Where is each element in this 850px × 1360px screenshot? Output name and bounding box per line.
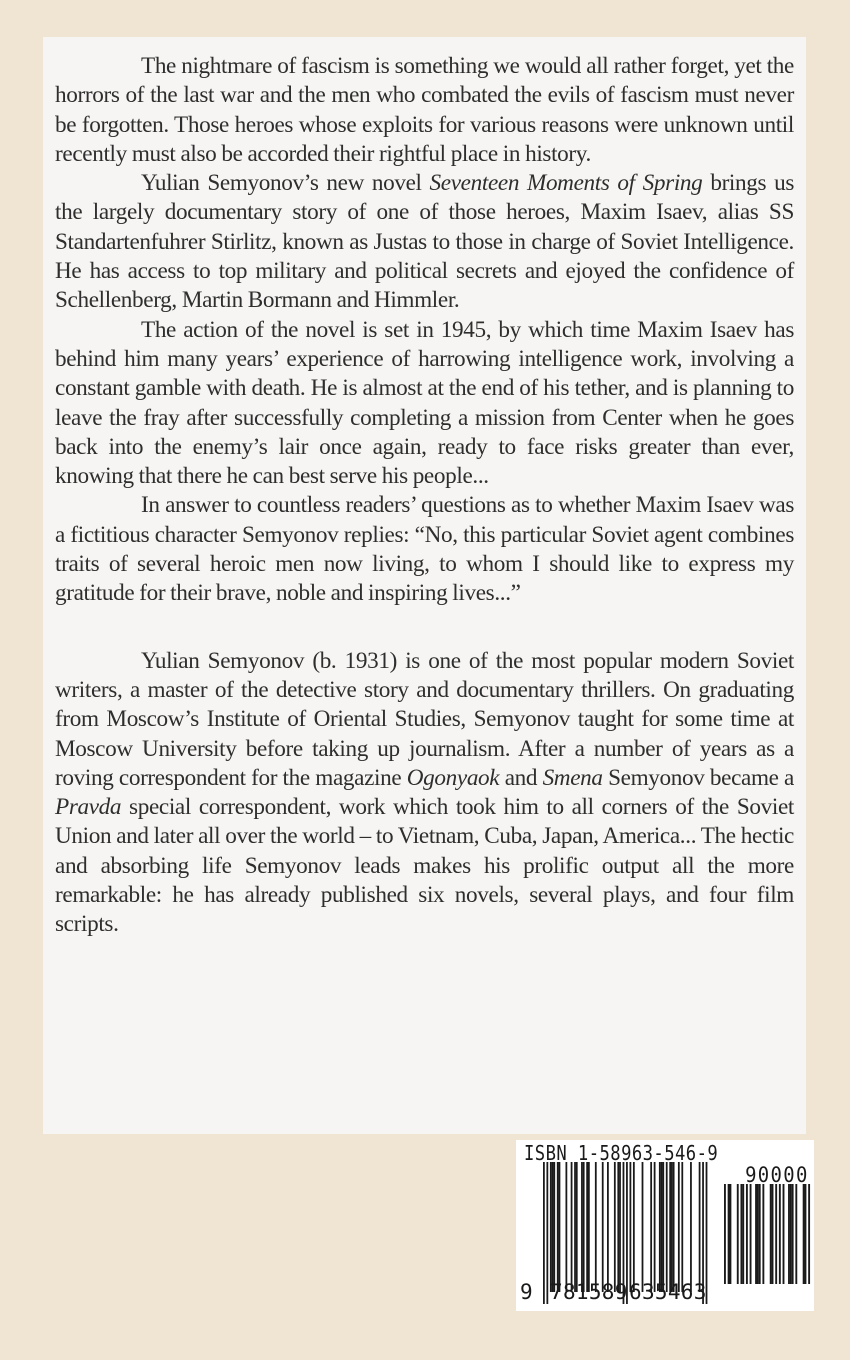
italic-title: Ogonyaok bbox=[406, 764, 500, 791]
barcode-bar bbox=[576, 1162, 578, 1292]
barcode-bar bbox=[633, 1162, 635, 1292]
barcode-bar bbox=[671, 1162, 673, 1292]
barcode-bar bbox=[661, 1162, 663, 1292]
addon-bar bbox=[805, 1184, 807, 1284]
blurb-paragraph bbox=[55, 316, 794, 492]
barcode-bar bbox=[669, 1162, 671, 1292]
barcode-bar bbox=[550, 1162, 552, 1292]
barcode-bar bbox=[571, 1162, 573, 1292]
back-cover-text-panel bbox=[43, 37, 806, 1134]
price-addon-digits: 90000 bbox=[745, 1163, 809, 1187]
addon-bar bbox=[737, 1184, 739, 1284]
addon-bar bbox=[808, 1184, 810, 1284]
barcode-bar bbox=[586, 1162, 588, 1292]
barcode-guard-bar bbox=[546, 1162, 548, 1304]
text-run: In answer to countless readers’ questions as to whether Maxim Isaev was a fictitious character Semyonov replies: “No, this particular Soviet agent combines traits of several heroic men now living, to whom I should like to express my gratitude for their brave, noble and inspiring lives...” bbox=[55, 492, 794, 607]
blurb-paragraph bbox=[55, 169, 794, 315]
barcode-bar bbox=[642, 1162, 644, 1292]
barcode-bar bbox=[557, 1162, 559, 1292]
italic-title: Smena bbox=[542, 764, 603, 791]
italic-title: Pravda bbox=[55, 794, 122, 821]
isbn-barcode bbox=[516, 1140, 814, 1311]
addon-bar bbox=[729, 1184, 731, 1284]
text-run: Yulian Semyonov’s new novel bbox=[141, 170, 430, 197]
blurb-paragraph bbox=[55, 52, 794, 169]
text-run: and bbox=[499, 764, 543, 791]
addon-bar bbox=[779, 1184, 781, 1284]
barcode-bar bbox=[662, 1162, 664, 1292]
addon-bar bbox=[755, 1184, 757, 1284]
barcode-bar bbox=[552, 1162, 554, 1292]
addon-bar bbox=[803, 1184, 805, 1284]
barcode-bar bbox=[690, 1162, 692, 1292]
text-run: The nightmare of fascism is something we would all rather forget, yet the horrors of the last war and the men who combated the evils of fascism must never be forgotten. Those heroes whose exploits for various reasons were unknown until recently must also be accorded their rightful place in history. bbox=[55, 53, 794, 167]
text-run: Semyonov became a bbox=[602, 764, 794, 791]
barcode-bar bbox=[614, 1162, 616, 1292]
barcode-bar bbox=[678, 1162, 680, 1292]
addon-bar bbox=[792, 1184, 794, 1284]
barcode-guard-bar bbox=[543, 1162, 545, 1304]
addon-bar bbox=[790, 1184, 792, 1284]
ean-right-digits: 635463 bbox=[629, 1280, 707, 1304]
addon-bar bbox=[775, 1184, 777, 1284]
addon-bar bbox=[788, 1184, 790, 1284]
barcode-bar bbox=[654, 1162, 656, 1292]
barcode-bar bbox=[659, 1162, 661, 1292]
addon-bar bbox=[724, 1184, 726, 1284]
barcode-bar bbox=[617, 1162, 619, 1292]
barcode-bar bbox=[666, 1162, 668, 1292]
text-run: Yulian Semyonov (b. 1931) is one of the most popular modern Soviet writers, a master of the detective story and documentary thrillers. On graduating from Moscow’s Institute of Oriental Studies, Semyonov taught for some time at Moscow University before taking up journalism. After a number of years as a roving correspondent for the magazine bbox=[55, 647, 794, 791]
addon-bar bbox=[759, 1184, 761, 1284]
barcode-bar bbox=[583, 1162, 585, 1292]
text-run: special correspondent, work which took him to all corners of the Soviet Union and later all over the world – to Vietnam, Cuba, Japan, America... The hectic and absorbing life Semyonov leads makes his prolific output all the more remarkable: he has already published six novels, several plays, and four film scripts. bbox=[55, 794, 794, 938]
addon-bar bbox=[728, 1184, 730, 1284]
addon-bar bbox=[762, 1184, 764, 1284]
barcode-bar bbox=[619, 1162, 621, 1292]
text-run: brings us the largely documentary story of one of those heroes, Maxim Isaev, alias SS Standartenfuhrer Stirlitz, known as Justas to those in charge of Soviet Intelligence. He has access to top military and political secrets and ejoyed the confidence of Schellenberg, Martin Bormann and Himmler. bbox=[55, 170, 795, 314]
addon-bar bbox=[742, 1184, 744, 1284]
barcode-bar bbox=[699, 1162, 701, 1292]
blurb-paragraph bbox=[55, 491, 794, 608]
barcode-bar bbox=[574, 1162, 576, 1292]
barcode-bar bbox=[553, 1162, 555, 1292]
barcode-bar bbox=[559, 1162, 561, 1292]
ean-lead-digit: 9 bbox=[520, 1280, 533, 1304]
barcode-bar bbox=[607, 1162, 609, 1292]
addon-bar bbox=[750, 1184, 752, 1284]
addon-bar bbox=[770, 1184, 772, 1284]
addon-bar bbox=[783, 1184, 785, 1284]
author-bio-paragraph bbox=[55, 647, 794, 940]
barcode-bar bbox=[602, 1162, 604, 1292]
isbn-label: ISBN 1-58963-546-9 bbox=[524, 1141, 719, 1165]
text-run: The action of the novel is set in 1945, by which time Maxim Isaev has behind him many years’ experience of harrowing intelligence work, involving a constant gamble with death. He is almost at the end of his tether, and is planning to leave the fray after successfully completing a mission from Center when he goes back into the enemy’s lair once again, ready to face risks greater than ever, knowing that there he can best serve his people... bbox=[55, 316, 794, 490]
barcode-bar bbox=[681, 1162, 683, 1292]
barcode-bar bbox=[565, 1162, 567, 1292]
addon-bar bbox=[757, 1184, 759, 1284]
addon-bar bbox=[772, 1184, 774, 1284]
book-blurb bbox=[55, 52, 794, 940]
addon-bar bbox=[740, 1184, 742, 1284]
barcode-bar bbox=[650, 1162, 652, 1292]
italic-title: Seventeen Moments of Spring bbox=[429, 170, 703, 197]
barcode-bar bbox=[630, 1162, 632, 1292]
barcode-bar bbox=[673, 1162, 675, 1292]
barcode-bar bbox=[581, 1162, 583, 1292]
ean-left-digits: 781589 bbox=[550, 1280, 628, 1304]
addon-bar bbox=[795, 1184, 797, 1284]
addon-bar bbox=[746, 1184, 748, 1284]
barcode-bar bbox=[595, 1162, 597, 1292]
barcode-bar bbox=[588, 1162, 590, 1292]
